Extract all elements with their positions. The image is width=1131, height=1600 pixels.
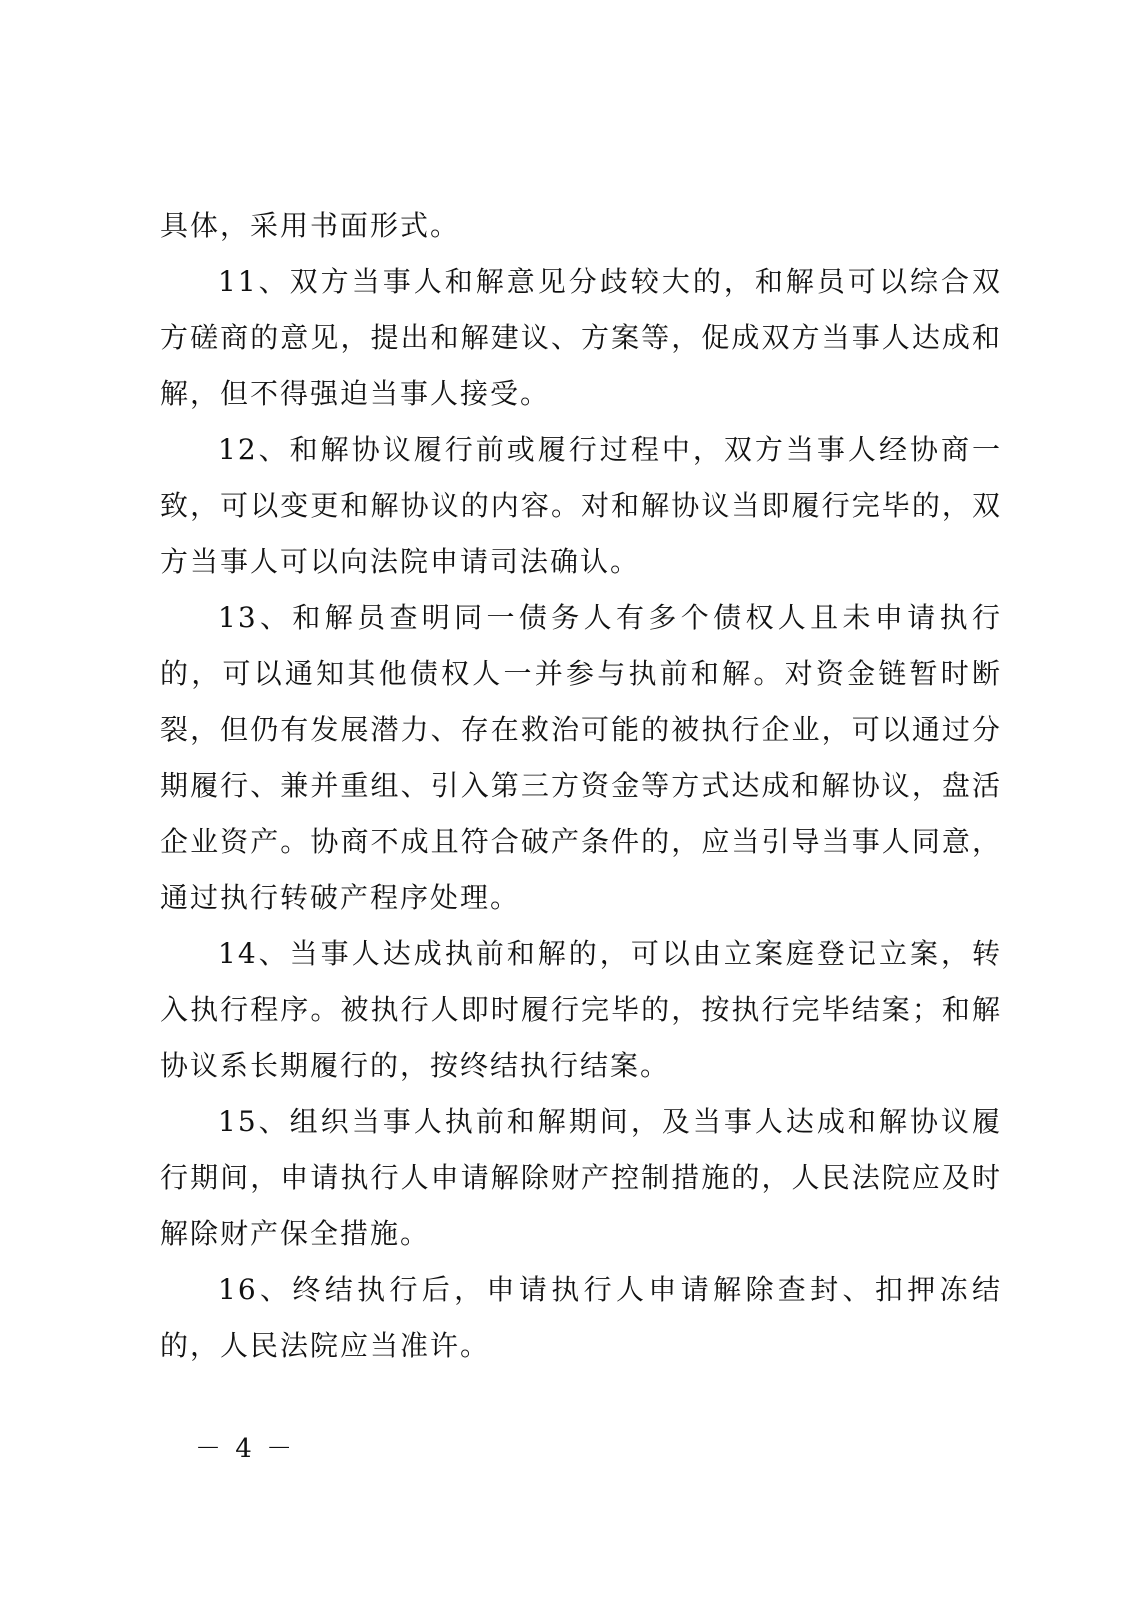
paragraph-item-13: 13、和解员查明同一债务人有多个债权人且未申请执行的，可以通知其他债权人一并参与执前和解。对资金链暂时断裂，但仍有发展潜力、存在救治可能的被执行企业，可以通过分期履行、兼并重组、引入第三方资金等方式达成和解协议，盘活企业资产。协商不成且符合破产条件的，应当引导当事人同意，通过执行转破产程序处理。 [160, 601, 1002, 914]
page-number: － 4 － [195, 1434, 296, 1464]
paragraph-item-14: 14、当事人达成执前和解的，可以由立案庭登记立案，转入执行程序。被执行人即时履行完毕的，按执行完毕结案；和解协议系长期履行的，按终结执行结案。 [160, 937, 1002, 1082]
paragraph-item-11: 11、双方当事人和解意见分歧较大的，和解员可以综合双方磋商的意见，提出和解建议、方案等，促成双方当事人达成和解，但不得强迫当事人接受。 [160, 265, 1002, 410]
paragraph-item-12: 12、和解协议履行前或履行过程中，双方当事人经协商一致，可以变更和解协议的内容。对和解协议当即履行完毕的，双方当事人可以向法院申请司法确认。 [160, 433, 1002, 578]
document-body [160, 198, 1002, 1374]
paragraph-item-16: 16、终结执行后，申请执行人申请解除查封、扣押冻结的，人民法院应当准许。 [160, 1273, 1002, 1362]
paragraph-continuation: 具体，采用书面形式。 [160, 209, 461, 242]
paragraph-item-15: 15、组织当事人执前和解期间，及当事人达成和解协议履行期间，申请执行人申请解除财产控制措施的，人民法院应及时解除财产保全措施。 [160, 1105, 1002, 1250]
